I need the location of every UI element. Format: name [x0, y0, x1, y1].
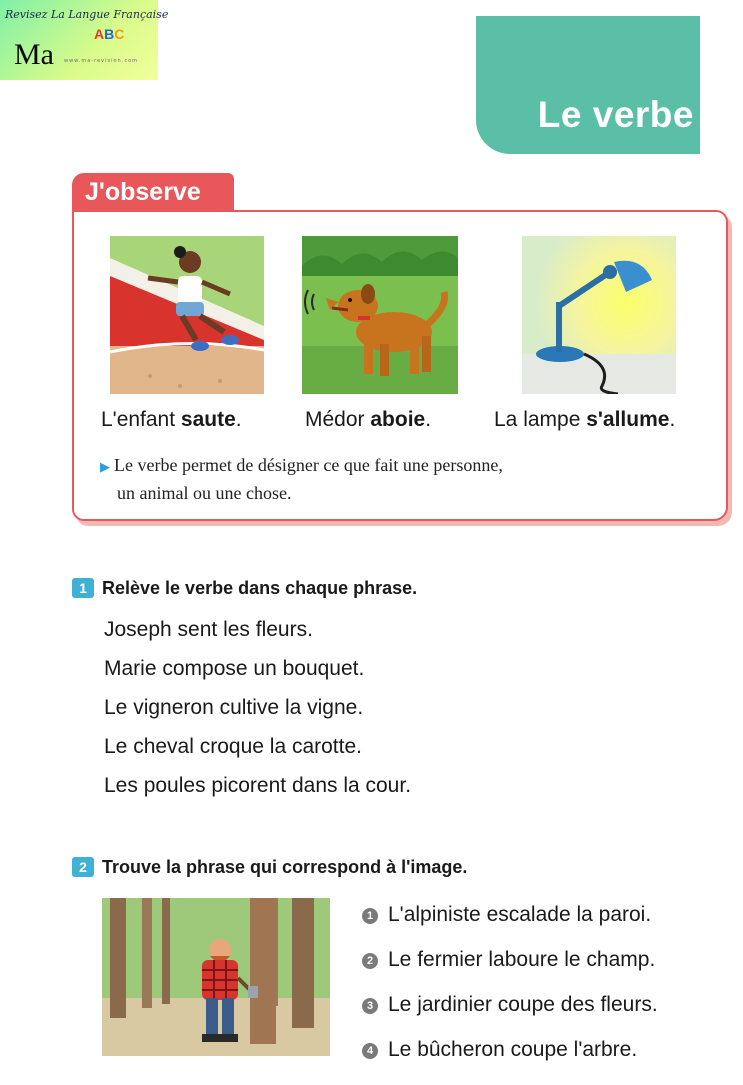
verb-aboie: aboie: [370, 408, 426, 431]
caption-lamp: La lampe s'allume.: [494, 408, 676, 431]
choice-1: 1 L'alpiniste escalade la paroi.: [362, 903, 651, 927]
exercise-1-number: 1: [72, 578, 94, 598]
lamp-image: [522, 236, 676, 394]
choice-4: 4 Le bûcheron coupe l'arbre.: [362, 1038, 637, 1062]
jumping-child-image: [110, 236, 264, 394]
sentence-3: Le vigneron cultive la vigne.: [104, 696, 364, 719]
exercise-2-heading: [72, 857, 467, 878]
exercise-2-instruction: Trouve la phrase qui correspond à l'image.: [102, 857, 468, 877]
triangle-bullet-icon: ▶: [100, 459, 110, 474]
number-bullet-icon: 1: [362, 908, 378, 924]
site-logo: [0, 0, 169, 80]
logo-abc: ABC: [94, 26, 125, 42]
verb-saute: saute: [180, 408, 236, 431]
observe-tab: [72, 173, 234, 211]
choice-2: 2 Le fermier laboure le champ.: [362, 948, 655, 972]
title-banner: [476, 16, 700, 154]
logo-text: Ma: [14, 38, 54, 71]
observe-label: J'observe: [85, 178, 201, 206]
choice-3: 3 Le jardinier coupe des fleurs.: [362, 993, 658, 1017]
number-bullet-icon: 4: [362, 1043, 378, 1059]
logo-tagline: Revisez La Langue Française: [5, 8, 169, 21]
caption-child: L'enfant saute.: [101, 408, 242, 431]
sentence-5: Les poules picorent dans la cour.: [104, 774, 412, 797]
logo-site: www.ma-revision.com: [64, 58, 138, 64]
page-title: Le verbe: [537, 94, 694, 135]
number-bullet-icon: 3: [362, 998, 378, 1014]
verb-allume: s'allume: [586, 408, 670, 431]
exercise-2-number: 2: [72, 857, 94, 877]
exercise-1-heading: [72, 578, 417, 599]
sentence-2: Marie compose un bouquet.: [104, 657, 365, 680]
sentence-4: Le cheval croque la carotte.: [104, 735, 362, 758]
lumberjack-image: [102, 898, 330, 1056]
exercise-1-instruction: Relève le verbe dans chaque phrase.: [102, 578, 418, 598]
number-bullet-icon: 2: [362, 953, 378, 969]
sentence-1: Joseph sent les fleurs.: [104, 618, 313, 641]
caption-dog: Médor aboie.: [305, 408, 432, 431]
rule-note: ▶ Le verbe permet de désigner ce que fait une personne, un animal ou une chose.: [100, 455, 503, 503]
barking-dog-image: [302, 236, 458, 394]
